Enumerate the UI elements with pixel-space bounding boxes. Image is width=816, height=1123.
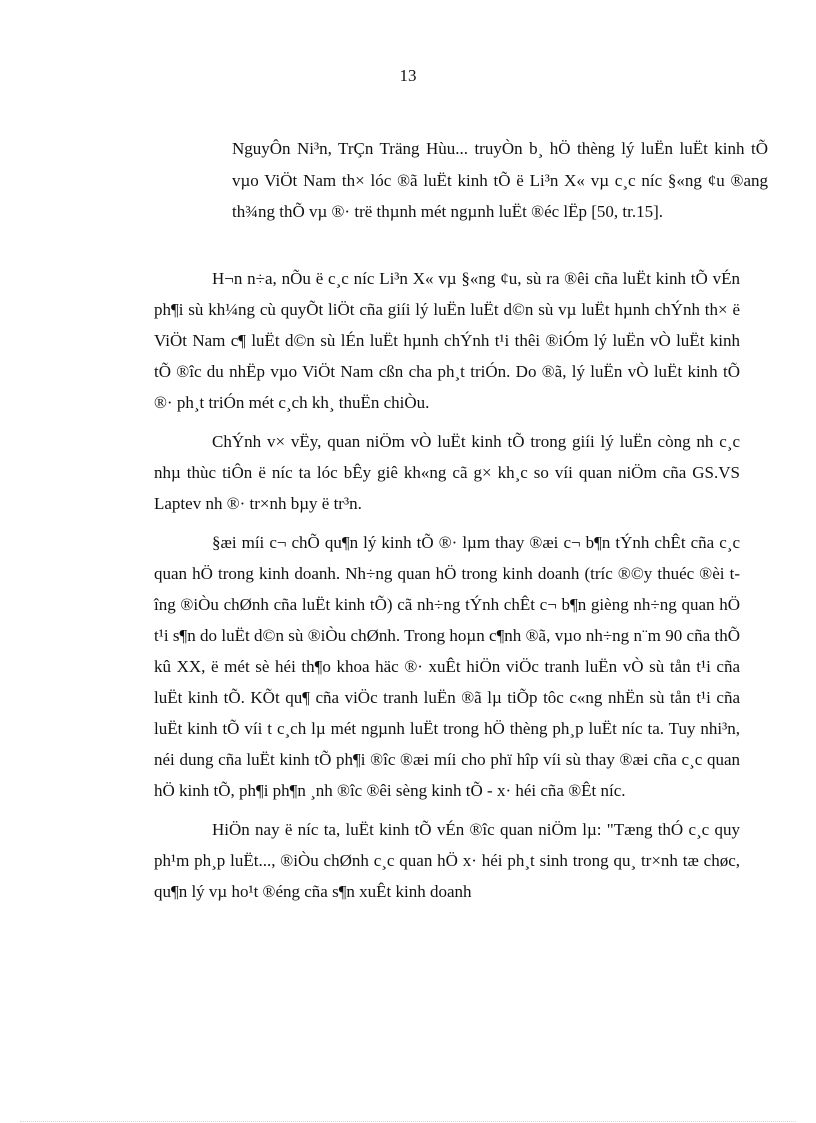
paragraph: ChÝnh v× vËy, quan niÖm vÒ luËt kinh tÕ trong giíi lý luËn còng nh c¸c nhµ thùc tiÔn ë níc ta lóc bÊy giê kh«ng cã g× kh¸c so víi quan niÖm cña GS.VS Laptev nh ®· tr×nh bµy ë tr³n. [154, 432, 740, 513]
paragraph: §æi míi c¬ chÕ qu¶n lý kinh tÕ ®· lµm thay ®æi c¬ b¶n tÝnh chÊt cña c¸c quan hÖ trong kinh doanh. Nh÷ng quan hÖ trong kinh doanh (tríc ®©y thuéc ®èi tîng ®iÒu chØnh cña luËt kinh tÕ) cã nh÷ng tÝnh chÊt c¬ b¶n gièng nh÷ng quan hÖ t¹i s¶n do luËt d©n sù ®iÒu chØnh. Trong hoµn c¶nh ®ã, vµo nh÷ng n¨m 90 cña thÕ kû XX, ë mét sè héi th¶o khoa häc ®· xuÊt hiÖn viÖc tranh luËn vÒ sù tån t¹i cña luËt kinh tÕ. KÕt qu¶ cña viÖc tranh luËn ®ã lµ tiÕp tôc c«ng nhËn sù tån t¹i cña luËt kinh tÕ víi t c¸ch lµ mét ngµnh luËt trong hÖ thèng ph¸p luËt níc ta. Tuy nhi³n, néi dung cña luËt kinh tÕ ph¶i ®îc ®æi míi cho phï hîp víi sù thay ®æi cña c¸c quan hÖ kinh tÕ, ph¶i ph¶n ¸nh ®îc ®êi sèng kinh tÕ - x· héi cña ®Êt níc. [154, 533, 740, 800]
paragraph: HiÖn nay ë níc ta, luËt kinh tÕ vÉn ®îc quan niÖm lµ: "Tæng thÓ c¸c quy ph¹m ph¸p luËt..., ®iÒu chØnh c¸c quan hÖ x· héi ph¸t sinh trong qu¸ tr×nh tæ chøc, qu¶n lý vµ ho¹t ®éng cña s¶n xuÊt kinh doanh [154, 820, 740, 901]
block-quote: NguyÔn Ni³n, TrÇn Träng Hùu... truyÒn b¸ hÖ thèng lý luËn luËt kinh tÕ vµo ViÖt Nam th× lóc ®ã luËt kinh tÕ ë Li³n X« vµ c¸c níc §«ng ¢u ®ang th¾ng thÕ vµ ®· trë thµnh mét ngµnh luËt ®éc lËp [50, tr.15]. [232, 139, 768, 221]
page-bottom-divider [20, 1121, 796, 1122]
body-text [154, 263, 740, 915]
page-number: 13 [399, 66, 417, 85]
paragraph: H¬n n÷a, nÕu ë c¸c níc Li³n X« vµ §«ng ¢u, sù ra ®êi cña luËt kinh tÕ vÉn ph¶i sù kh¼ng cù quyÕt liÖt cña giíi lý luËn luËt d©n sù vµ luËt hµnh chÝnh th× ë ViÖt Nam c¶ luËt d©n sù lÉn luËt hµnh chÝnh t¹i thêi ®iÓm lý luËn vÒ luËt kinh tÕ ®îc du nhËp vµo ViÖt Nam cßn cha ph¸t triÓn. Do ®ã, lý luËn vÒ luËt kinh tÕ ®· ph¸t triÓn mét c¸ch kh¸ thuËn chiÒu. [154, 269, 740, 412]
